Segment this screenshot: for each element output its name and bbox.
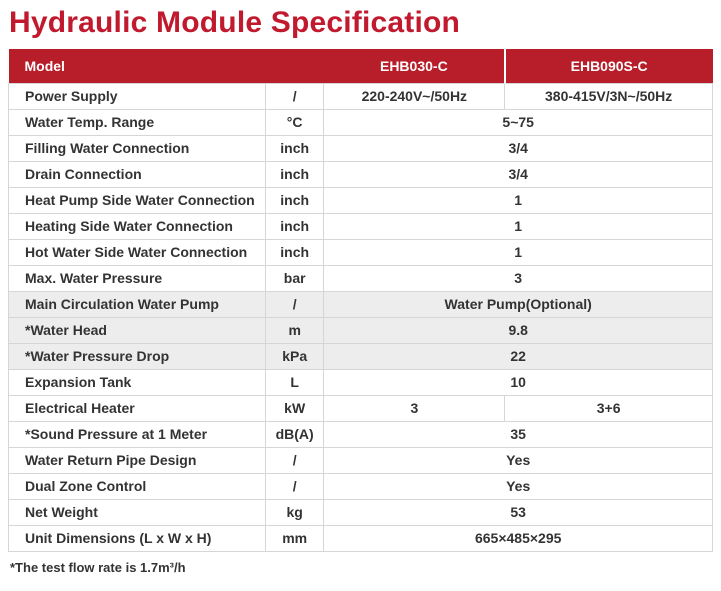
spec-value: 5~75 (324, 109, 713, 135)
table-row (9, 187, 713, 213)
spec-value: 10 (324, 369, 713, 395)
spec-unit: m (265, 317, 323, 343)
spec-label: Water Return Pipe Design (9, 447, 266, 473)
spec-label: Heating Side Water Connection (9, 213, 266, 239)
spec-unit: inch (265, 187, 323, 213)
table-row (9, 265, 713, 291)
spec-label: Electrical Heater (9, 395, 266, 421)
table-row (9, 317, 713, 343)
spec-value: Water Pump(Optional) (324, 291, 713, 317)
spec-unit: inch (265, 213, 323, 239)
spec-value: Yes (324, 447, 713, 473)
table-row (9, 135, 713, 161)
column-header-ehb090sc: EHB090S-C (505, 49, 713, 83)
spec-value: Yes (324, 473, 713, 499)
spec-value: 1 (324, 213, 713, 239)
column-header-ehb030c: EHB030-C (324, 49, 505, 83)
spec-unit: / (265, 473, 323, 499)
spec-value: 22 (324, 343, 713, 369)
spec-value: 3/4 (324, 135, 713, 161)
spec-table-header (9, 49, 713, 83)
spec-value: 3/4 (324, 161, 713, 187)
spec-value: 35 (324, 421, 713, 447)
spec-label: Net Weight (9, 499, 266, 525)
table-row (9, 499, 713, 525)
spec-label: Filling Water Connection (9, 135, 266, 161)
spec-unit: L (265, 369, 323, 395)
header-row (9, 49, 713, 83)
page-title: Hydraulic Module Specification (9, 6, 461, 39)
table-row (9, 213, 713, 239)
spec-unit: / (265, 291, 323, 317)
spec-unit: dB(A) (265, 421, 323, 447)
spec-value: 380-415V/3N~/50Hz (505, 83, 713, 109)
table-row (9, 395, 713, 421)
table-row (9, 239, 713, 265)
spec-unit: °C (265, 109, 323, 135)
table-row (9, 291, 713, 317)
spec-label: *Water Head (9, 317, 266, 343)
spec-table (8, 49, 713, 552)
spec-table-body (9, 83, 713, 551)
spec-label: Main Circulation Water Pump (9, 291, 266, 317)
spec-value: 1 (324, 239, 713, 265)
spec-label: Dual Zone Control (9, 473, 266, 499)
table-row (9, 161, 713, 187)
spec-label: Expansion Tank (9, 369, 266, 395)
table-row (9, 369, 713, 395)
spec-value: 3 (324, 395, 505, 421)
spec-label: *Sound Pressure at 1 Meter (9, 421, 266, 447)
spec-label: *Water Pressure Drop (9, 343, 266, 369)
spec-value: 3 (324, 265, 713, 291)
table-row (9, 421, 713, 447)
spec-unit: inch (265, 239, 323, 265)
table-row (9, 447, 713, 473)
spec-label: Power Supply (9, 83, 266, 109)
spec-value: 1 (324, 187, 713, 213)
spec-unit: mm (265, 525, 323, 551)
table-row (9, 109, 713, 135)
model-header-cell: Model (9, 49, 324, 83)
spec-label: Water Temp. Range (9, 109, 266, 135)
spec-unit: inch (265, 161, 323, 187)
spec-value: 53 (324, 499, 713, 525)
spec-label: Hot Water Side Water Connection (9, 239, 266, 265)
spec-unit: inch (265, 135, 323, 161)
spec-unit: / (265, 83, 323, 109)
spec-unit: kg (265, 499, 323, 525)
table-row (9, 525, 713, 551)
spec-label: Heat Pump Side Water Connection (9, 187, 266, 213)
spec-unit: / (265, 447, 323, 473)
spec-value: 220-240V~/50Hz (324, 83, 505, 109)
spec-value: 3+6 (505, 395, 713, 421)
spec-label: Max. Water Pressure (9, 265, 266, 291)
spec-label: Drain Connection (9, 161, 266, 187)
spec-value: 665×485×295 (324, 525, 713, 551)
spec-unit: kPa (265, 343, 323, 369)
footnote: *The test flow rate is 1.7m³/h (10, 559, 186, 575)
table-row (9, 83, 713, 109)
spec-unit: kW (265, 395, 323, 421)
spec-value: 9.8 (324, 317, 713, 343)
spec-unit: bar (265, 265, 323, 291)
spec-label: Unit Dimensions (L x W x H) (9, 525, 266, 551)
table-row (9, 473, 713, 499)
table-row (9, 343, 713, 369)
